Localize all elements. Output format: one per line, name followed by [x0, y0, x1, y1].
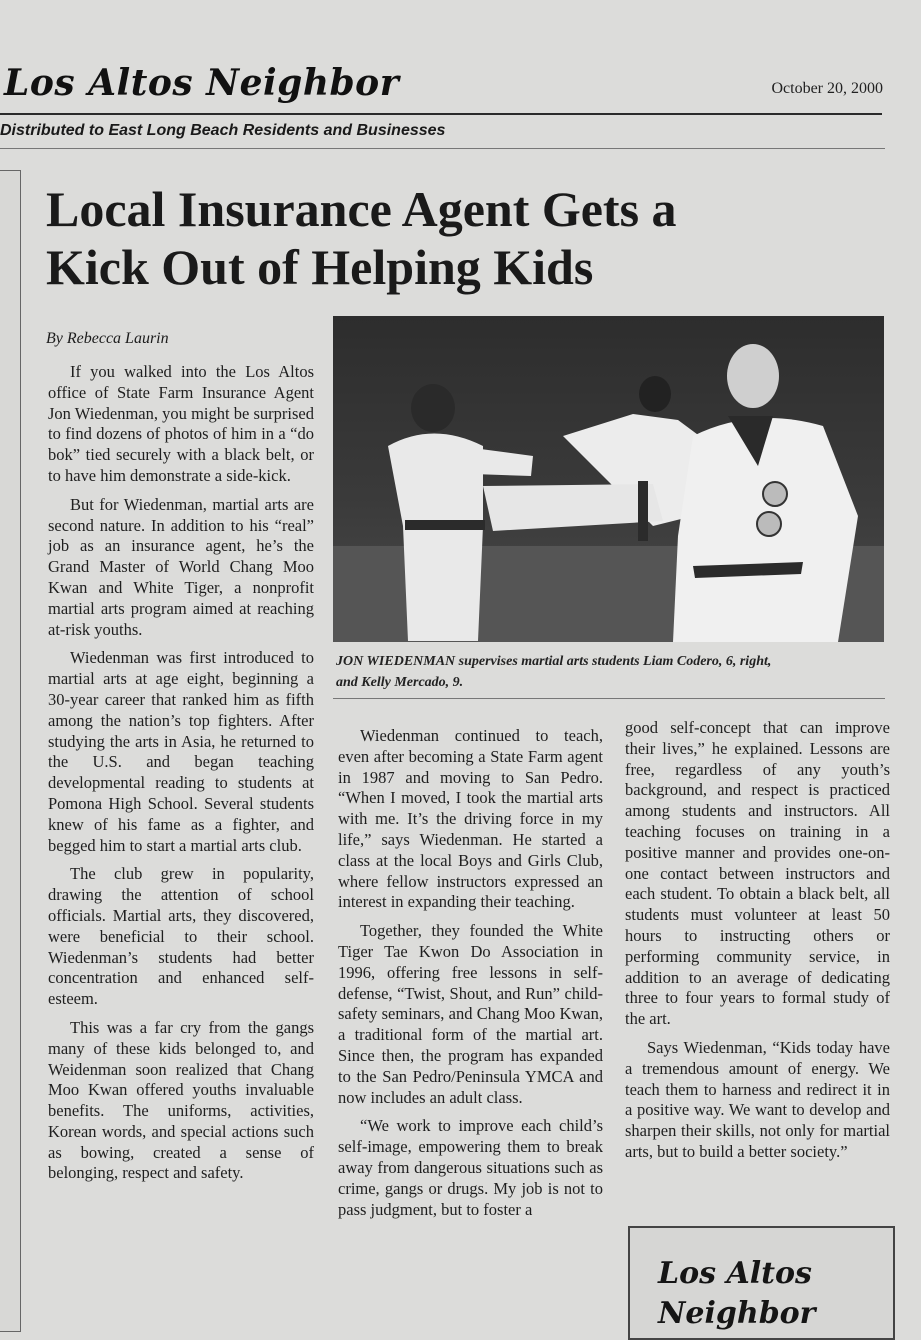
headline-line-2: Kick Out of Helping Kids — [46, 239, 594, 295]
paragraph: This was a far cry from the gangs many of these kids belonged to, and Weidenman soon realized that Chang Moo Kwan offered youths invaluable benefits. The uniforms, activities, Korean words, and special actions such as bowing, created a sense of belonging, respect and safety. — [48, 1017, 314, 1183]
promo-box — [628, 1226, 895, 1340]
paragraph: “We work to improve each child’s self-image, empowering them to break away from dangerous situations such as crime, gangs or drugs. My job is not to pass judgment, but to foster a — [338, 1116, 603, 1219]
distribution-line: Distributed to East Long Beach Residents and Businesses — [0, 122, 446, 139]
paragraph: Wiedenman continued to teach, even after becoming a State Farm agent in 1987 and moving to San Pedro. “When I moved, I took the martial arts with me. It’s the driving force in my life,” says Wiedenman. He started a class at the local Boys and Girls Club, where fellow instructors expressed an interest in expanding their teaching. — [338, 726, 603, 912]
paragraph: If you walked into the Los Altos office of State Farm Insurance Agent Jon Wiedenman, you might be surprised to find dozens of photos of him in a “do bok” tied securely with a black belt, or to have him demonstrate a side-kick. — [48, 362, 314, 485]
paragraph: The club grew in popularity, drawing the attention of school officials. Martial arts, they discovered, were beneficial to their school. Wiedenman’s students had better concentration and enhanced self-esteem. — [48, 864, 314, 1009]
martial-arts-photo — [333, 316, 884, 642]
paragraph: But for Wiedenman, martial arts are second nature. In addition to his “real” job as an insurance agent, he’s the Grand Master of World Chang Moo Kwan and White Tiger, a nonprofit martial arts program aimed at reaching at-risk youths. — [48, 494, 314, 639]
masthead-title: Los Altos Neighbor — [4, 62, 400, 104]
article-column-2 — [338, 726, 603, 1228]
photo-child-left-arm — [473, 448, 533, 476]
issue-date: October 20, 2000 — [771, 80, 883, 97]
photo-instructor-patch-2 — [757, 512, 781, 536]
photo-child-left-belt — [405, 520, 485, 530]
paragraph: good self-concept that can improve their lives,” he explained. Lessons are free, regardless of any youth’s background, and respect is practiced among students and instructors. All teaching focuses on training in a positive manner and provides one-on-one contact between instructors and each student. To obtain a black belt, all students must volunteer at least 50 hours to instructing others or performing community service, in addition to an average of dedicating three to four years to formal study of the art. — [625, 718, 890, 1029]
section-rule — [0, 148, 885, 149]
photo-child-left-head — [411, 384, 455, 432]
photo-instructor-patch-1 — [763, 482, 787, 506]
photo-caption — [336, 651, 882, 693]
headline-line-1: Local Insurance Agent Gets a — [46, 181, 677, 237]
photo-illustration — [333, 316, 884, 642]
photo-child-right-leg — [483, 484, 663, 531]
caption-rule — [333, 698, 885, 699]
article-column-3 — [625, 718, 890, 1171]
photo-child-right-belt — [638, 481, 648, 541]
paragraph: Together, they founded the White Tiger Tae Kwon Do Association in 1996, offering free lessons in self-defense, “Twist, Shout, and Run” child-safety seminars, and Chang Moo Kwan, a traditional form of the martial art. Since then, the program has expanded to the San Pedro/Peninsula YMCA and now includes an adult class. — [338, 921, 603, 1107]
article-column-1 — [48, 362, 314, 1192]
promo-logo-text — [658, 1254, 816, 1334]
photo-caption-line-2: and Kelly Mercado, 9. — [336, 675, 464, 690]
promo-line-2: Neighbor — [658, 1296, 816, 1331]
promo-line-1: Los Altos — [658, 1256, 812, 1291]
masthead-rule — [0, 113, 882, 115]
adjacent-column-border — [0, 170, 21, 1332]
photo-instructor-head — [727, 344, 779, 408]
headline — [46, 180, 826, 296]
photo-caption-line-1: JON WIEDENMAN supervises martial arts students Liam Codero, 6, right, — [336, 654, 772, 669]
photo-child-right-head — [639, 376, 671, 412]
paragraph: Wiedenman was first introduced to martial arts at age eight, beginning a 30-year career that ranked him as fifth among the nation’s top fighters. After studying the arts in Asia, he returned to the U.S. and began teaching developmental reading to students at Pomona High School. Several students knew of his fame as a fighter, and begged him to start a martial arts club. — [48, 648, 314, 855]
byline: By Rebecca Laurin — [46, 330, 169, 347]
paragraph: Says Wiedenman, “Kids today have a tremendous amount of energy. We teach them to harness and redirect it in a positive way. We want to develop and sharpen their skills, not only for martial arts, but to build a better society.” — [625, 1037, 890, 1161]
